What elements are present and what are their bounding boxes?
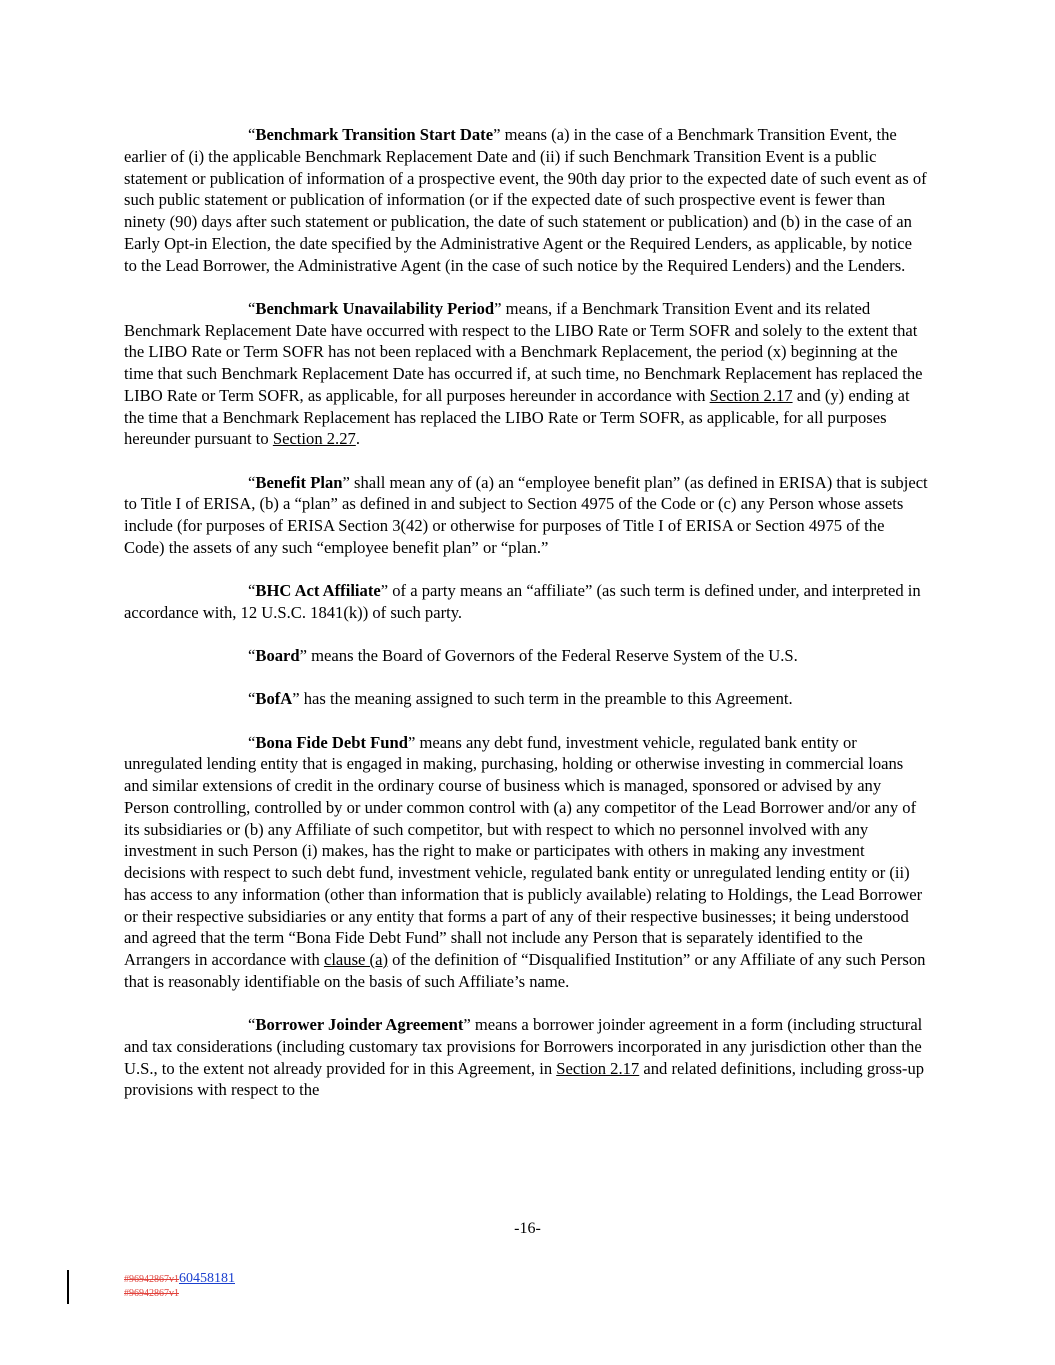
deleted-doc-id: #96942867v1 xyxy=(124,1274,179,1285)
page-number: -16- xyxy=(514,1220,541,1237)
section-reference[interactable]: Section 2.17 xyxy=(709,385,793,405)
definition-bona-fide-debt-fund: “Bona Fide Debt Fund” means any debt fund, investment vehicle, regulated bank entity or unregulated lending entity that is engaged in making, purchasing, holding or otherwise investing in commercial loans and similar extensions of credit in the ordinary course of business which is managed, sponsored or advised by any Person controlling, controlled by or under common control with (a) any competitor of the Lead Borrower and/or any of its subsidiaries or (b) any Affiliate of such competitor, but with respect to which no personnel involved with any investment in such Person (i) makes, has the right to make or participates with others in making any investment decisions with respect to such debt fund, investment vehicle, regulated bank entity or unregulated lending entity or (ii) has access to any information (other than information that is publicly available) relating to Holdings, the Lead Borrower or their respective subsidiaries or any entity that forms a part of any of their respective businesses; it being understood and agreed that the term “Bona Fide Debt Fund” shall not include any Person that is separately identified to the Arrangers in accordance with clause (a) of the definition of “Disqualified Institution” or any Affiliate of any such Person that is reasonably identifiable on the basis of such Affiliate’s name. xyxy=(124,732,926,991)
defined-term: Board xyxy=(255,646,300,665)
defined-term: Benefit Plan xyxy=(255,472,343,492)
definition-benefit-plan: “Benefit Plan” shall mean any of (a) an “employee benefit plan” (as defined in ERISA) that is subject to Title I of ERISA, (b) a “plan” as defined in and subject to Section 4975 of the Code or (c) any Person whose assets include (for purposes of ERISA Section 3(42) or otherwise for purposes of Title I of ERISA or Section 4975 of the Code) the assets of any such “employee benefit plan” or “plan.” xyxy=(124,472,928,557)
definition-benchmark-transition-start-date: “Benchmark Transition Start Date” means (a) in the case of a Benchmark Transition Event, the earlier of (i) the applicable Benchmark Replacement Date and (ii) if such Benchmark Transition Event is a public statement or publication of information of a prospective event, the 90th day prior to the expected date of such event as of such public statement or publication of information (or if the expected date of such prospective event is fewer than ninety (90) days after such statement or publication, the date of such statement or publication) and (b) in the case of an Early Opt-in Election, the date specified by the Administrative Agent or the Required Lenders, as applicable, by notice to the Lead Borrower, the Administrative Agent (in the case of such notice by the Required Lenders) and the Lenders. xyxy=(124,125,927,275)
defined-term: Benchmark Unavailability Period xyxy=(255,298,495,318)
definition-benchmark-unavailability-period: “Benchmark Unavailability Period” means, if a Benchmark Transition Event and its related Benchmark Replacement Date have occurred with respect to the LIBO Rate or Term SOFR and solely to the extent that the LIBO Rate or Term SOFR has not been replaced with a Benchmark Replacement, the period (x) beginning at the time that such Benchmark Replacement Date has occurred if, at such time, no Benchmark Replacement has replaced the LIBO Rate or Term SOFR, as applicable, for all purposes hereunder in accordance with Section 2.17 and (y) ending at the time that a Benchmark Replacement has replaced the LIBO Rate or Term SOFR, as applicable, for all purposes hereunder pursuant to Section 2.27. xyxy=(124,298,923,449)
document-body xyxy=(124,124,928,1123)
definition-bhc-act-affiliate: “BHC Act Affiliate” of a party means an “affiliate” (as such term is defined under, and interpreted in accordance with, 12 U.S.C. 1841(k)) of such party. xyxy=(124,581,921,622)
defined-term: Borrower Joinder Agreement xyxy=(255,1015,464,1034)
inserted-doc-id: 60458181 xyxy=(179,1271,235,1286)
definition-borrower-joinder-agreement: “Borrower Joinder Agreement” means a borrower joinder agreement in a form (including structural and tax considerations (including customary tax provisions for Borrowers incorporated in any jurisdiction other than the U.S., to the extent not already provided for in this Agreement, in Section 2.17 and related definitions, including gross-up provisions with respect to the xyxy=(124,1015,925,1100)
clause-reference[interactable]: clause (a) xyxy=(323,950,388,969)
defined-term: Bona Fide Debt Fund xyxy=(255,732,408,752)
section-reference[interactable]: Section 2.17 xyxy=(556,1058,640,1078)
change-bar xyxy=(67,1270,69,1304)
definition-bofa: “BofA” has the meaning assigned to such term in the preamble to this Agreement. xyxy=(248,689,793,709)
definition-board: “Board” means the Board of Governors of the Federal Reserve System of the U.S. xyxy=(248,646,798,665)
defined-term: BofA xyxy=(255,689,293,709)
deleted-doc-id-line2: #96942867v1 xyxy=(124,1288,179,1299)
defined-term: Benchmark Transition Start Date xyxy=(255,125,494,144)
defined-term: BHC Act Affiliate xyxy=(255,581,381,600)
section-reference[interactable]: Section 2.27 xyxy=(272,429,356,449)
document-id xyxy=(124,1271,235,1301)
